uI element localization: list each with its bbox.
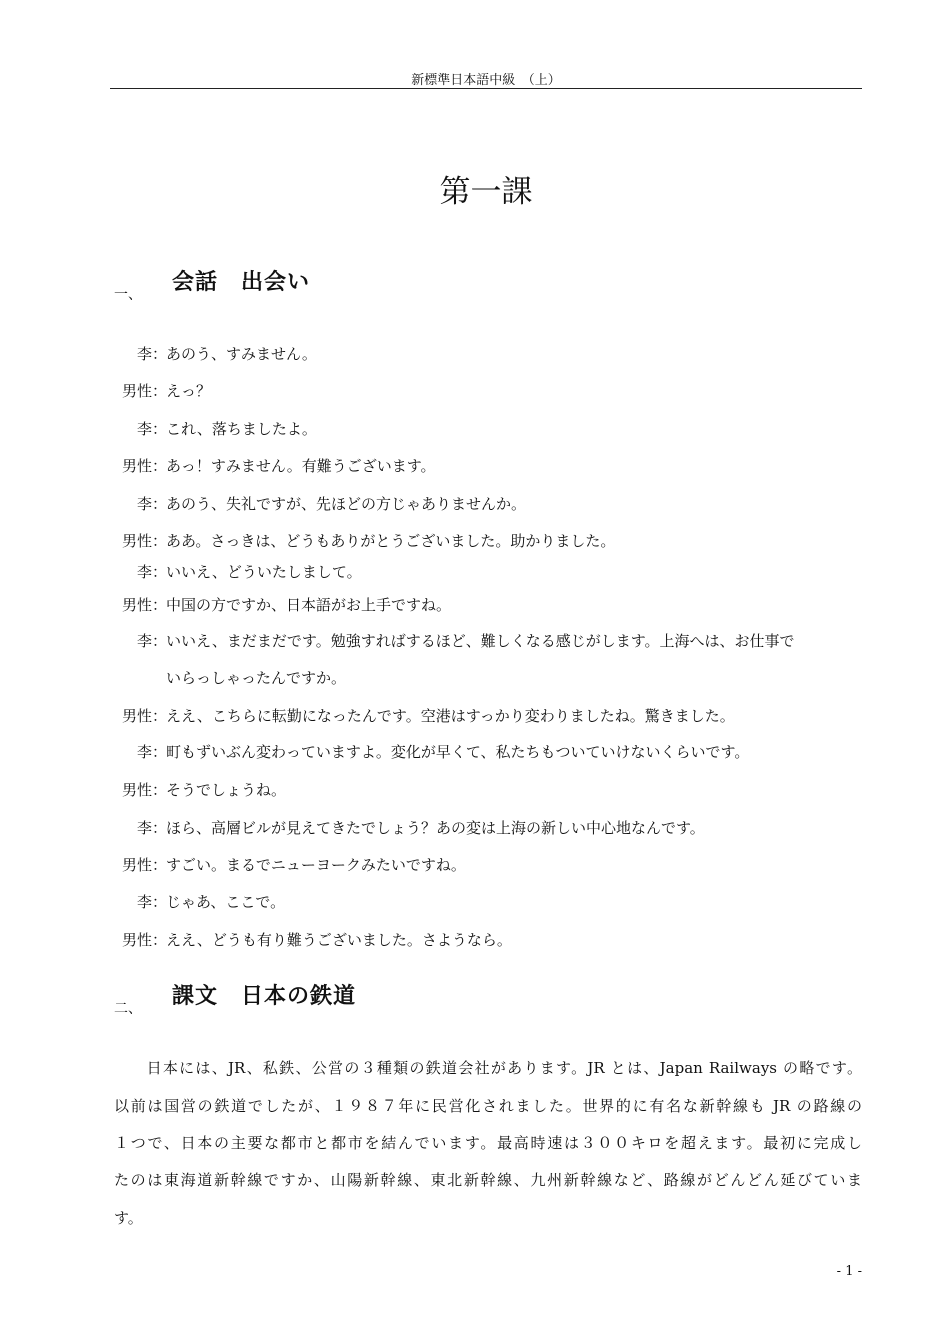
speaker-colon: ： [152,931,168,949]
dialogue-line [114,930,862,950]
speaker-colon: ： [152,856,168,874]
speaker-colon: ： [152,457,168,475]
speaker-name: 李 [136,632,152,650]
speaker-name: 男性 [121,382,152,400]
running-header: 新標準日本語中級 （上） [411,73,561,88]
speaker-colon: ： [152,632,168,650]
speaker-colon: ： [152,893,168,911]
dialogue-line [114,344,862,364]
utterance-text: いいえ、まだまだです。勉強すればするほど、難しくなる感じがします。上海へは、お仕事で [166,632,795,650]
utterance-text: 中国の方ですか、日本語がお上手ですね。 [166,596,452,614]
speaker-name: 男性 [121,856,152,874]
speaker-name: 李 [136,743,152,761]
dialogue-line [114,818,862,838]
speaker-name: 男性 [121,532,152,550]
speaker-colon: ： [152,495,168,513]
speaker-colon: ： [152,819,168,837]
dialogue-line [114,419,862,439]
paragraph-line: たのは東海道新幹線ですか、山陽新幹線、東北新幹線、九州新幹線など、路線がどんどん延びていま [114,1171,862,1189]
utterance-text: あのう、失礼ですが、先ほどの方じゃありませんか。 [166,495,527,513]
dialogue-line [114,780,862,800]
dialogue-line [114,456,862,476]
paragraph-line: 日本には、JR、私鉄、公営の３種類の鉄道会社があります。JR とは、Japan Railways の略です。 [114,1059,862,1077]
page-number: - 1 - [836,1264,862,1279]
speaker-colon: ： [152,563,168,581]
section-2-title: 課文 日本の鉄道 [172,984,357,1009]
section-1-title: 会話 出会い [172,270,311,295]
speaker-name: 李 [136,345,152,363]
utterance-text: 町もずいぶん変わっていますよ。変化が早くて、私たちもついていけないくらいです。 [166,743,750,761]
utterance-text: いいえ、どういたしまして。 [166,563,362,581]
utterance-text: ええ、こちらに転勤になったんです。空港はすっかり変わりましたね。驚きました。 [166,707,735,725]
speaker-name: 男性 [121,457,152,475]
speaker-colon: ： [152,743,168,761]
paragraph-line: １つで、日本の主要な都市と都市を結んでいます。最高時速は３００キロを超えます。最初に完成し [114,1134,862,1152]
utterance-text: これ、落ちましたよ。 [166,420,317,438]
speaker-name: 男性 [121,931,152,949]
speaker-name: 李 [136,420,152,438]
speaker-name: 男性 [121,596,152,614]
speaker-name: 李 [136,819,152,837]
dialogue-line [114,381,862,401]
utterance-text: じゃあ、ここで。 [166,893,286,911]
speaker-colon: ： [152,596,168,614]
dialogue-line [114,494,862,514]
utterance-text: すごい。まるでニューヨークみたいですね。 [166,856,466,874]
lesson-title: 第一課 [439,174,533,210]
speaker-colon: ： [152,532,168,550]
utterance-text: ああ。さっきは、どうもありがとうございました。助かりました。 [166,532,616,550]
speaker-colon: ： [152,707,168,725]
utterance-text: そうでしょうね。 [166,781,287,799]
speaker-colon: ： [152,781,168,799]
speaker-colon: ： [152,382,168,400]
dialogue-line [114,855,862,875]
speaker-name: 李 [136,495,152,513]
speaker-name: 李 [136,563,152,581]
header-divider [110,88,862,89]
dialogue-line [114,892,862,912]
utterance-text: ほら、高層ビルが見えてきたでしょう？あの変は上海の新しい中心地なんです。 [166,819,705,837]
section-2-number: 二、 [114,1001,142,1017]
paragraph-line: す。 [114,1209,143,1227]
utterance-continuation: いらっしゃったんですか。 [166,669,347,687]
dialogue-line [114,631,862,651]
speaker-name: 男性 [121,707,152,725]
section-1-number: 一、 [114,287,142,303]
utterance-text: あっ！すみません。有難うございます。 [166,457,436,475]
dialogue-line [114,706,862,726]
speaker-name: 李 [136,893,152,911]
dialogue-line [114,531,862,551]
paragraph-line: 以前は国営の鉄道でしたが、１９８７年に民営化されました。世界的に有名な新幹線も JR の路線の [114,1097,862,1115]
utterance-text: えっ？ [166,382,212,400]
speaker-name: 男性 [121,781,152,799]
dialogue-line [114,742,862,762]
utterance-text: あのう、すみません。 [166,345,317,363]
speaker-colon: ： [152,420,168,438]
dialogue-line [114,595,862,615]
dialogue-line [114,562,862,582]
speaker-colon: ： [152,345,168,363]
utterance-text: ええ、どうも有り難うございました。さようなら。 [166,931,512,949]
